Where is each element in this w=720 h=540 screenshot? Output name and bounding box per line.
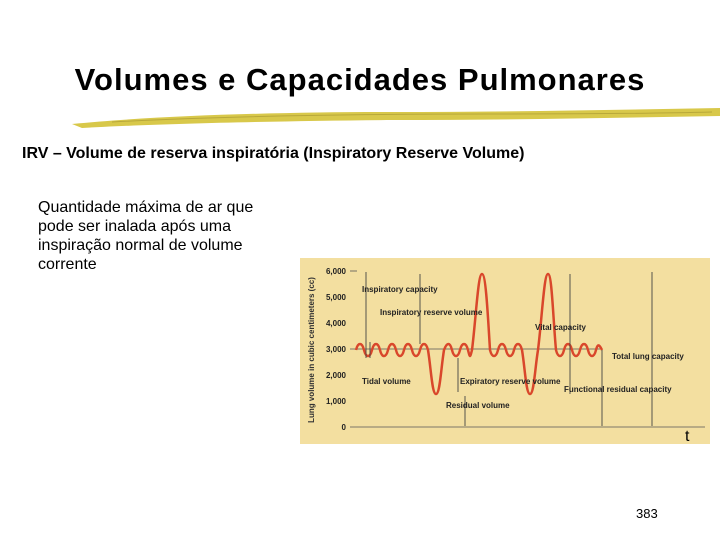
label-residual-volume: Residual volume xyxy=(446,401,510,410)
label-expiratory-reserve-volume: Expiratory reserve volume xyxy=(460,377,561,386)
y-tick-label: 6,000 xyxy=(325,267,346,276)
label-inspiratory-capacity: Inspiratory capacity xyxy=(362,285,438,294)
y-tick-label: 0 xyxy=(341,423,346,432)
label-functional-residual-capacity: Functional residual capacity xyxy=(564,385,672,394)
y-tick-label: 3,000 xyxy=(325,345,346,354)
time-axis-label: t xyxy=(685,428,690,445)
label-total-lung-capacity: Total lung capacity xyxy=(612,352,684,361)
slide-title: Volumes e Capacidades Pulmonares xyxy=(74,62,646,97)
label-vital-capacity: Vital capacity xyxy=(535,323,586,332)
slide-subtitle: IRV – Volume de reserva inspiratória (Inspiratory Reserve Volume) xyxy=(22,145,525,162)
definition-text: Quantidade máxima de ar que pode ser inalada após uma inspiração normal de volume corrente xyxy=(38,199,254,273)
title-underline xyxy=(72,106,720,130)
lung-volume-chart xyxy=(300,258,710,444)
y-tick-label: 4,000 xyxy=(325,319,346,328)
y-axis-label: Lung volume in cubic centimeters (cc) xyxy=(307,277,316,423)
underline-brush-stroke xyxy=(72,108,720,128)
y-tick-label: 5,000 xyxy=(325,293,346,302)
label-tidal-volume: Tidal volume xyxy=(362,377,411,386)
y-tick-label: 2,000 xyxy=(325,371,346,380)
page-number: 383 xyxy=(636,506,658,521)
y-tick-label: 1,000 xyxy=(325,397,346,406)
label-inspiratory-reserve-volume: Inspiratory reserve volume xyxy=(380,308,483,317)
